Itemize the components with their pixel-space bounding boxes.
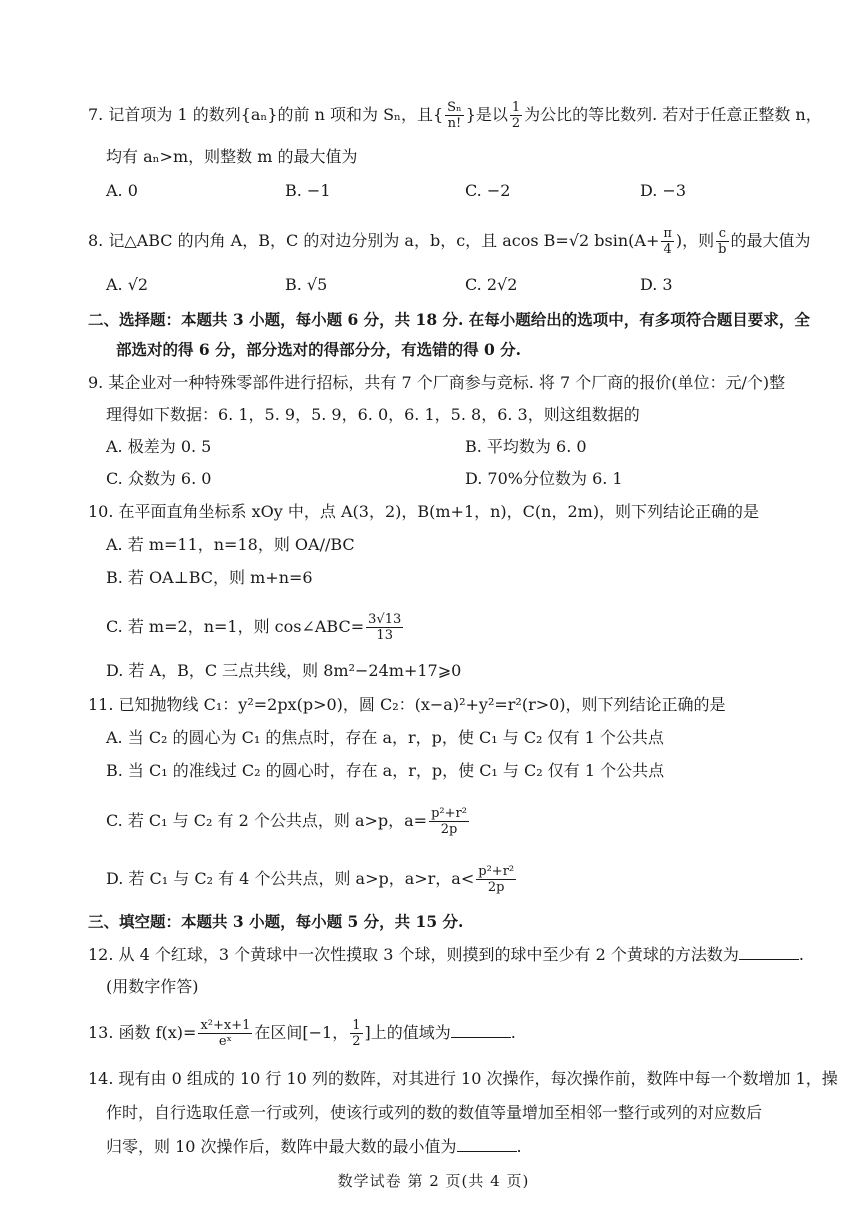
q7-line2: 均有 aₙ>m，则整数 m 的最大值为 [106, 147, 358, 166]
q13-answer-blank[interactable] [451, 1023, 511, 1038]
q10-frac-den: 13 [376, 628, 393, 643]
q11-option-b: B. 当 C₁ 的准线过 C₂ 的圆心时，存在 a，r，p，使 C₁ 与 C₂ 仅有 1 个公共点 [106, 761, 665, 780]
q12-answer-blank[interactable] [739, 945, 799, 960]
q7-frac-num: Sₙ [447, 100, 462, 115]
q8-text-c: 的最大值为 [730, 231, 811, 250]
q10-option-d: D. 若 A，B，C 三点共线，则 8m²−24m+17⩾0 [106, 661, 462, 680]
q14-line3 [106, 1136, 522, 1158]
q12-line2: (用数字作答) [106, 977, 199, 996]
q9-line2: 理得如下数据：6. 1，5. 9，5. 9，6. 0，6. 1，5. 8，6. 3，则这组数据的 [106, 405, 640, 424]
q13-line [88, 1018, 516, 1049]
q11-option-d [106, 864, 518, 895]
q7-half-den: 2 [511, 116, 521, 131]
q7-line1 [88, 100, 822, 131]
q7-fraction-sn [445, 100, 464, 131]
q14-text: 归零，则 10 次操作后，数阵中最大数的最小值为 [106, 1137, 457, 1156]
q8-option-a: A. √2 [106, 275, 149, 294]
q7-option-c: C. −2 [465, 181, 511, 200]
q8-option-b: B. √5 [285, 275, 328, 294]
q14-line2: 作时，自行选取任意一行或列，使该行或列的数的数值等量增加至相邻一整行或列的对应数后 [106, 1103, 763, 1122]
q13-text-c: ]上的值域为 [364, 1023, 451, 1042]
q7-half-num: 1 [511, 100, 521, 115]
q9-option-d: D. 70%分位数为 6. 1 [465, 469, 623, 488]
q13-text-b: 在区间[−1， [254, 1023, 349, 1042]
q11-frac-c-num: p²+r² [431, 806, 467, 821]
q9-option-c: C. 众数为 6. 0 [106, 469, 212, 488]
section2-heading-line1: 二、选择题：本题共 3 小题，每小题 6 分，共 18 分. 在每小题给出的选项中，有多项符合题目要求，全 [88, 310, 810, 329]
section2-heading-line2: 部选对的得 6 分，部分选对的得部分分，有选错的得 0 分. [116, 340, 522, 359]
q10-fraction [366, 612, 403, 643]
q11-fraction-c [429, 806, 469, 837]
q8-text-b: )，则 [675, 231, 715, 250]
q13-fraction [198, 1018, 252, 1049]
q8-pi-num: π [663, 226, 672, 241]
q13-frac-den: eˣ [218, 1034, 233, 1049]
q13-half-den: 2 [352, 1034, 361, 1049]
q13-frac-num: x²+x+1 [200, 1018, 251, 1033]
q8-text-a: 8. 记△ABC 的内角 A，B，C 的对边分别为 a，b，c，且 acos B=√2 bsin(A+ [88, 231, 660, 250]
q12-end: . [798, 945, 804, 964]
q7-option-b: B. −1 [285, 181, 331, 200]
q13-fraction-half [350, 1018, 362, 1049]
q14-line1: 14. 现有由 0 组成的 10 行 10 列的数阵，对其进行 10 次操作，每次操作前，数阵中每一个数增加 1，操 [88, 1069, 838, 1088]
q11-frac-d-den: 2p [487, 880, 505, 895]
q8-option-d: D. 3 [640, 275, 673, 294]
section3-heading: 三、填空题：本题共 3 小题，每小题 5 分，共 15 分. [88, 912, 464, 931]
q10-option-a: A. 若 m=11，n=18，则 OA//BC [106, 535, 355, 554]
q11-stem: 11. 已知抛物线 C₁：y²=2px(p>0)，圆 C₂：(x−a)²+y²=r²(r>0)，则下列结论正确的是 [88, 695, 726, 714]
q8-pi-den: 4 [663, 242, 672, 257]
q11-fraction-d [476, 864, 516, 895]
q7-text-b: }是以 [465, 105, 508, 124]
page-footer: 数学试卷 第 2 页(共 4 页) [337, 1172, 530, 1190]
q9-line1: 9. 某企业对一种特殊零部件进行招标，共有 7 个厂商参与竞标. 将 7 个厂商的报价(单位：元/个)整 [88, 373, 786, 392]
q14-end: . [516, 1137, 522, 1156]
q11-option-a: A. 当 C₂ 的圆心为 C₁ 的焦点时，存在 a，r，p，使 C₁ 与 C₂ 仅有 1 个公共点 [106, 728, 664, 747]
q13-end: . [510, 1023, 516, 1042]
q11-option-c-text: C. 若 C₁ 与 C₂ 有 2 个公共点，则 a>p，a= [106, 811, 428, 830]
q10-option-b: B. 若 OA⊥BC，则 m+n=6 [106, 568, 313, 587]
q10-option-c [106, 612, 405, 643]
q8-option-c: C. 2√2 [465, 275, 518, 294]
q9-option-b: B. 平均数为 6. 0 [465, 437, 587, 456]
q10-option-c-text: C. 若 m=2，n=1，则 cos∠ABC= [106, 617, 365, 636]
q8-cb-den: b [718, 242, 727, 257]
q7-text-a: 7. 记首项为 1 的数列{aₙ}的前 n 项和为 Sₙ，且{ [88, 105, 444, 124]
q7-frac-den: n! [447, 116, 462, 131]
q11-frac-c-den: 2p [440, 822, 458, 837]
q11-frac-d-num: p²+r² [478, 864, 515, 879]
q11-option-d-text: D. 若 C₁ 与 C₂ 有 4 个公共点，则 a>p，a>r，a< [106, 869, 475, 888]
q8-line1 [88, 226, 811, 257]
q7-option-d: D. −3 [640, 181, 687, 200]
q9-option-a: A. 极差为 0. 5 [106, 437, 212, 456]
q12-text: 12. 从 4 个红球，3 个黄球中一次性摸取 3 个球，则摸到的球中至少有 2 个黄球的方法数为 [88, 945, 739, 964]
q11-option-c [106, 806, 471, 837]
q7-option-a: A. 0 [106, 181, 138, 200]
q14-answer-blank[interactable] [457, 1137, 517, 1152]
q8-fraction-cb [716, 226, 728, 257]
q10-stem: 10. 在平面直角坐标系 xOy 中，点 A(3，2)，B(m+1，n)，C(n，2m)，则下列结论正确的是 [88, 502, 760, 521]
q7-text-c: 为公比的等比数列. 若对于任意正整数 n， [524, 105, 822, 124]
q13-half-num: 1 [352, 1018, 361, 1033]
q12-line1 [88, 944, 804, 966]
q7-fraction-half [510, 100, 522, 131]
q8-fraction-pi [661, 226, 674, 257]
q10-frac-num: 3√13 [368, 612, 402, 627]
q13-text-a: 13. 函数 f(x)= [88, 1023, 197, 1042]
q8-cb-num: c [716, 226, 728, 242]
